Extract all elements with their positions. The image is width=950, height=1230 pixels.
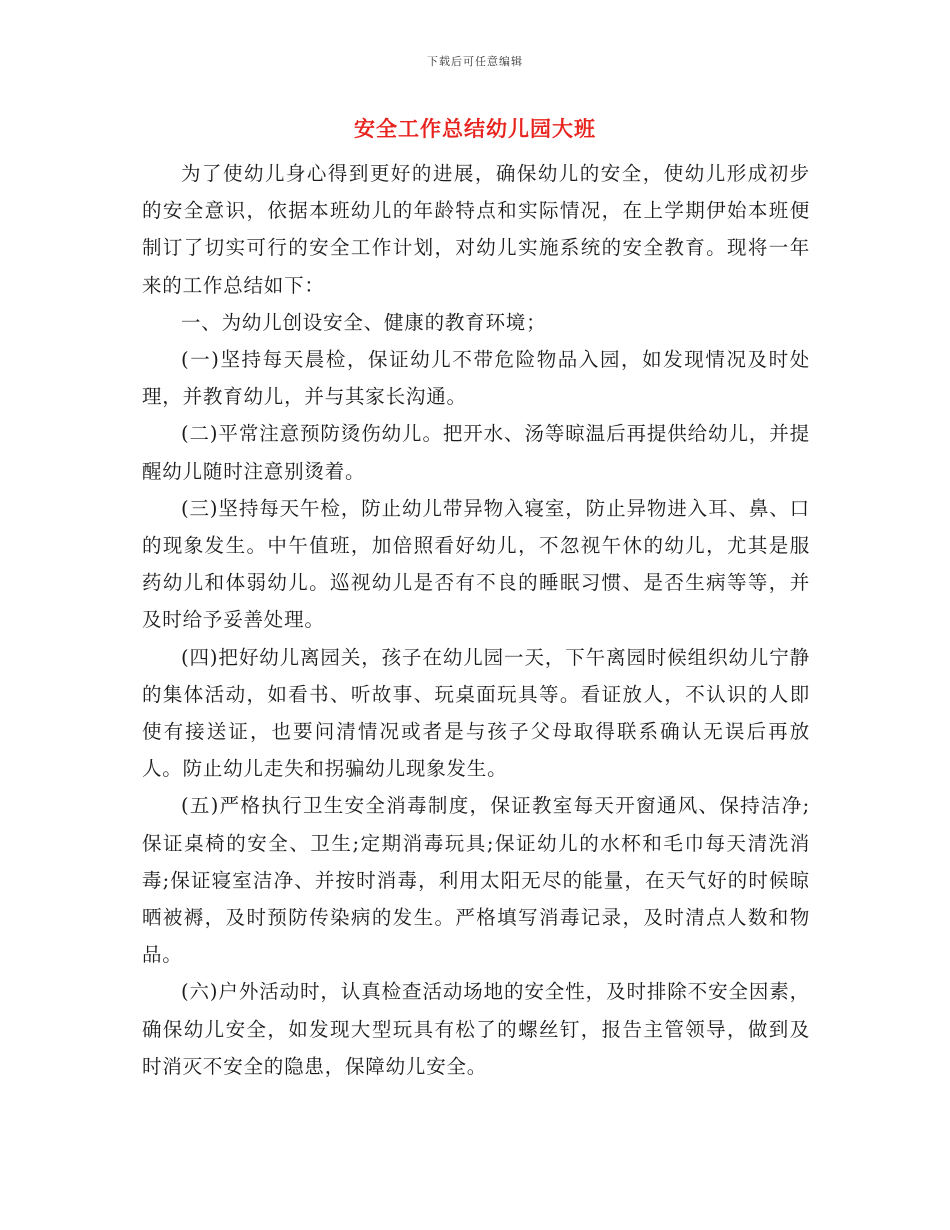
section-heading: 一、为幼儿创设安全、健康的教育环境； (181, 310, 547, 334)
document-title: 安全工作总结幼儿园大班 (354, 116, 596, 141)
paragraph-item-5: (五)严格执行卫生安全消毒制度，保证教室每天开窗通风、保持洁净;保证桌椅的安全、卫生;定期消毒玩具;保证幼儿的水杯和毛巾每天清洗消毒;保证寝室洁净、并按时消毒，利用太阳无尽的能量，在天气好的时候晾晒被褥，及时预防传染病的发生。严格填写消毒记录，及时清点人数和物品。 (142, 794, 810, 967)
page-header-note: 下载后可任意编辑 (427, 55, 523, 68)
paragraph-item-3: (三)坚持每天午检，防止幼儿带异物入寝室，防止异物进入耳、鼻、口的现象发生。中午值班，加倍照看好幼儿，不忽视午休的幼儿，尤其是服药幼儿和体弱幼儿。巡视幼儿是否有不良的睡眠习惯、是否生病等等，并及时给予妥善处理。 (142, 496, 810, 632)
paragraph-item-6: (六)户外活动时，认真检查活动场地的安全性，及时排除不安全因素，确保幼儿安全，如发现大型玩具有松了的螺丝钉，报告主管领导，做到及时消灭不安全的隐患，保障幼儿安全。 (142, 980, 810, 1078)
paragraph-item-1: (一)坚持每天晨检，保证幼儿不带危险物品入园，如发现情况及时处理，并教育幼儿，并与其家长沟通。 (142, 348, 810, 409)
paragraph-item-2: (二)平常注意预防烫伤幼儿。把开水、汤等晾温后再提供给幼儿，并提醒幼儿随时注意别烫着。 (142, 422, 810, 483)
paragraph-item-4: (四)把好幼儿离园关，孩子在幼儿园一天，下午离园时候组织幼儿宁静的集体活动，如看书、听故事、玩桌面玩具等。看证放人，不认识的人即使有接送证，也要问清情况或者是与孩子父母取得联系确认无误后再放人。防止幼儿走失和拐骗幼儿现象发生。 (142, 645, 810, 781)
document-body (142, 155, 810, 1085)
intro-paragraph: 为了使幼儿身心得到更好的进展，确保幼儿的安全，使幼儿形成初步的安全意识，依据本班幼儿的年龄特点和实际情况，在上学期伊始本班便制订了切实可行的安全工作计划，对幼儿实施系统的安全教育。现将一年来的工作总结如下： (142, 162, 810, 297)
